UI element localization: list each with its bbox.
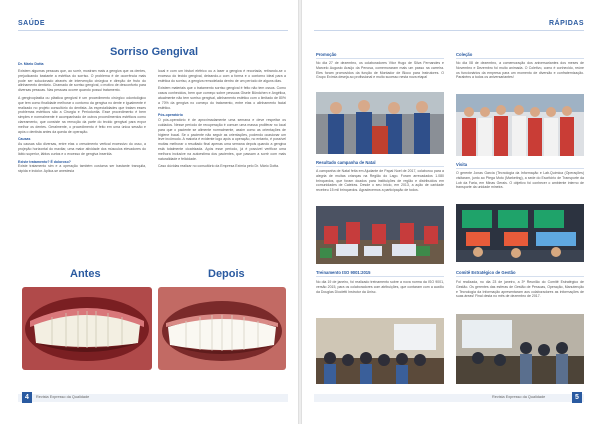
section-tag-rapidas: RÁPIDAS — [549, 20, 585, 27]
section-text-iso — [316, 280, 444, 297]
subheading-treatment: Existe tratamento? É doloroso? — [18, 159, 71, 164]
page-number: 4 — [22, 392, 32, 403]
header-rule — [314, 30, 584, 31]
section-title-visita: Visita — [456, 162, 468, 167]
section-rule — [456, 168, 584, 169]
paragraph: A campanha de Natal feita em Ajudante de Papai Noel de 2017, colaborou para a alegria de muitas crianças na Região do Lago. Foram arrecadados 1.080 brinquedos, que foram doados para instituições de região e distribuídos em comunidades de Caieiras. Desde o seu início, em 2013, a ação de caridade recebeu 15 mil brinquedos. Agradecemos a participação de todos. — [316, 169, 444, 193]
christmas-campaign-photo — [316, 206, 444, 264]
paragraph: local e com um bisturi elétrico ou a laser a gengiva é recortada, retirando-se o excesso do tecido gengival, deixando-o com a forma e o contorno ideal para a estética do sorriso, a gengiva remodelada dentro de um período de alguns dias. — [158, 69, 286, 83]
visit-photo — [456, 204, 584, 262]
page-number: 5 — [572, 392, 582, 403]
footer-magazine-name: Revista Expresso da Qualidade — [36, 395, 90, 399]
section-rule — [456, 276, 584, 277]
section-tag-saude: SAÚDE — [18, 20, 46, 27]
section-title-colecao: Coleção — [456, 52, 473, 57]
section-rule — [316, 276, 444, 277]
paragraph: No dia 27 de dezembro, os colaboradores Vitor Hugo de Silva Fernandes e Marcelo Augusto Araújo da Penosa, comemoraram mais um passo na carreira. Eles foram promovidos da função de Montador de Bloco para Instrutores. O Grupo Exímia deseja ao profissional e muito sucesso nesta nova etapa! — [316, 61, 444, 80]
article-column-1 — [18, 69, 146, 177]
article-column-2 — [158, 69, 286, 172]
paragraph: No dia 19 de janeiro, foi realizado treinamento sobre a nova norma da ISO 9001, versão 2015, para os colaboradores com atribuições, que contaram com a auxílio da Douglas Diocletti Instrutor da Unisc. — [316, 280, 444, 294]
section-title-natal: Resultado campanha de Natal — [316, 160, 376, 165]
after-smile-photo — [158, 287, 286, 370]
right-page — [302, 0, 600, 424]
section-title-iso: Treinamento ISO 9001:2015 — [316, 270, 371, 275]
paragraph: Existem materiais que o tratamento sorriso gengival é feito não tem ossos. Como casos conhecidos, bem que começo sobre pessoas Gisele Bündchen e Angélica, atualmente não tem sorriso gengival, alinhamento estético com o limitado de 80% a 70% da gengiva no começo do tratamento, entre elas o alinhamento facial estético. — [158, 86, 286, 110]
section-title-comite: Comitê Estratégico de Gestão — [456, 270, 516, 275]
promotion-photo — [316, 92, 444, 154]
after-label: Depois — [208, 268, 245, 280]
article-byline: Dr. Mário Dotta — [18, 62, 44, 66]
before-smile-photo — [22, 287, 152, 370]
paragraph: A gengivoplastia ou plástica gengival é um procedimento cirúrgico odontológico que tem como finalidade melhorar o contorno da gengiva no dente e igualmente é realizado no projeto consultório do dentista. As especialidades que tratam esses problemas estéticos são a Cirurgia e Periodontia. Esse procedimento é bem simples e normalmente é acompanhado de outros procedimentos estéticos como clareamento, que consiste na remoção da parte do tecido gengival para expor melhor os dentes. Geralmente, o procedimento é feito em uma única sessão e após o dentista antes da queda de operação. — [18, 95, 146, 134]
paragraph: Foi realizada, no dia 23 de janeiro, a 3ª Reunião do Comitê Estratégico de Gestão. Os gerentes das esferas de Gestão de Pessoas, Operação, Manutenção e Tecnologia da Informação apresentaram aos colaboradores as informações de suas áreas! Final desta no mês de dezembro de 2017. — [456, 280, 584, 299]
section-text-comite — [456, 280, 584, 302]
birthday-photo — [456, 94, 584, 156]
section-text-visita — [456, 171, 584, 193]
paragraph: No dia 08 de dezembro, a comemoração dos aniversariantes dos meses de Novembro e Dezembro foi muito animada. O Coletivo, como é conhecido, reúne os funcionários da empresa para um momento de diversão e confraternização. Parabéns a todos os aniversariantes! — [456, 61, 584, 80]
left-page — [0, 0, 298, 424]
paragraph: Existe tratamento sim e a operação também costuma ser bastante tranquila, rápida e indolor. Aplica-se anestesia — [18, 164, 146, 174]
paragraph: Existem algumas pessoas que, ao sorrir, mostram mais a gengiva que os dentes, prejudicando bastante a estética do sorriso. O problema é de ocorrência mais pode ser solucionado através de intervenção cirúrgica e direção de fruto do alinhamento dentário. Chamado de sorriso gengival, o motivo de desconforto para diversas pessoas. Nas pessoas ocorre quando possui tratamento. — [18, 69, 146, 93]
committee-photo — [456, 314, 584, 384]
iso-training-photo — [316, 318, 444, 384]
subheading-postop: Pós-operatório — [158, 113, 183, 118]
section-text-natal — [316, 169, 444, 196]
section-rule — [316, 166, 444, 167]
section-rule — [456, 58, 584, 59]
section-text-promocao — [316, 61, 444, 83]
before-label: Antes — [70, 268, 101, 280]
article-title: Sorriso Gengival — [110, 46, 199, 58]
paragraph: Caso dúvidas realizar no consultório da Empresa Exímia pelo Dr. Mário Dotta. — [158, 164, 279, 169]
paragraph: O gerente Jonas Garcia (Tecnologia da Informação e Lab.Química (Operações) visitaram, junto ao Ptega Moto (Marketing), a sede do Escritório de Transporte da Lob da Faria, em Minas Gerais. O objetivo foi conhecer o ambiente interno de transporte da unidade mineira. — [456, 171, 584, 190]
header-rule — [18, 30, 288, 31]
subheading-causes: Causas — [18, 137, 31, 142]
footer-magazine-name: Revista Expresso da Qualidade — [492, 395, 546, 399]
paragraph: O pós-operatório é de aproximadamente uma semana e deve respeitar os cuidados. Nesse período de recuperação é comum uma massa proliferar no local para que o paciente se alimente normalmente, assim como as orientações de higiene bucal. Se o paciente não seguir as orientações, podendo ocasionar um leve incômodo. A maioria é evidente logo após a operação, no entanto, é possível muitas melhorar o resultado final apenas uma semana depois quando a gengiva está totalmente cicatrizada. Após esse período, já é possível verificar uma melhora inclusive na autoestima dos pacientes, que passam a sorrir com mais naturalidade e felicidade. — [158, 118, 286, 161]
section-rule — [316, 58, 444, 59]
section-text-colecao — [456, 61, 584, 83]
section-title-promocao: Promoção — [316, 52, 337, 57]
paragraph: As causas são diversas, entre elas o crescimento vertical excessivo do osso, a projeção horizontal do maxilar, uma maior atividade dos músculos elevadores do lábio superior, lábios curtos e o excesso de gengiva inserida. — [18, 142, 146, 156]
